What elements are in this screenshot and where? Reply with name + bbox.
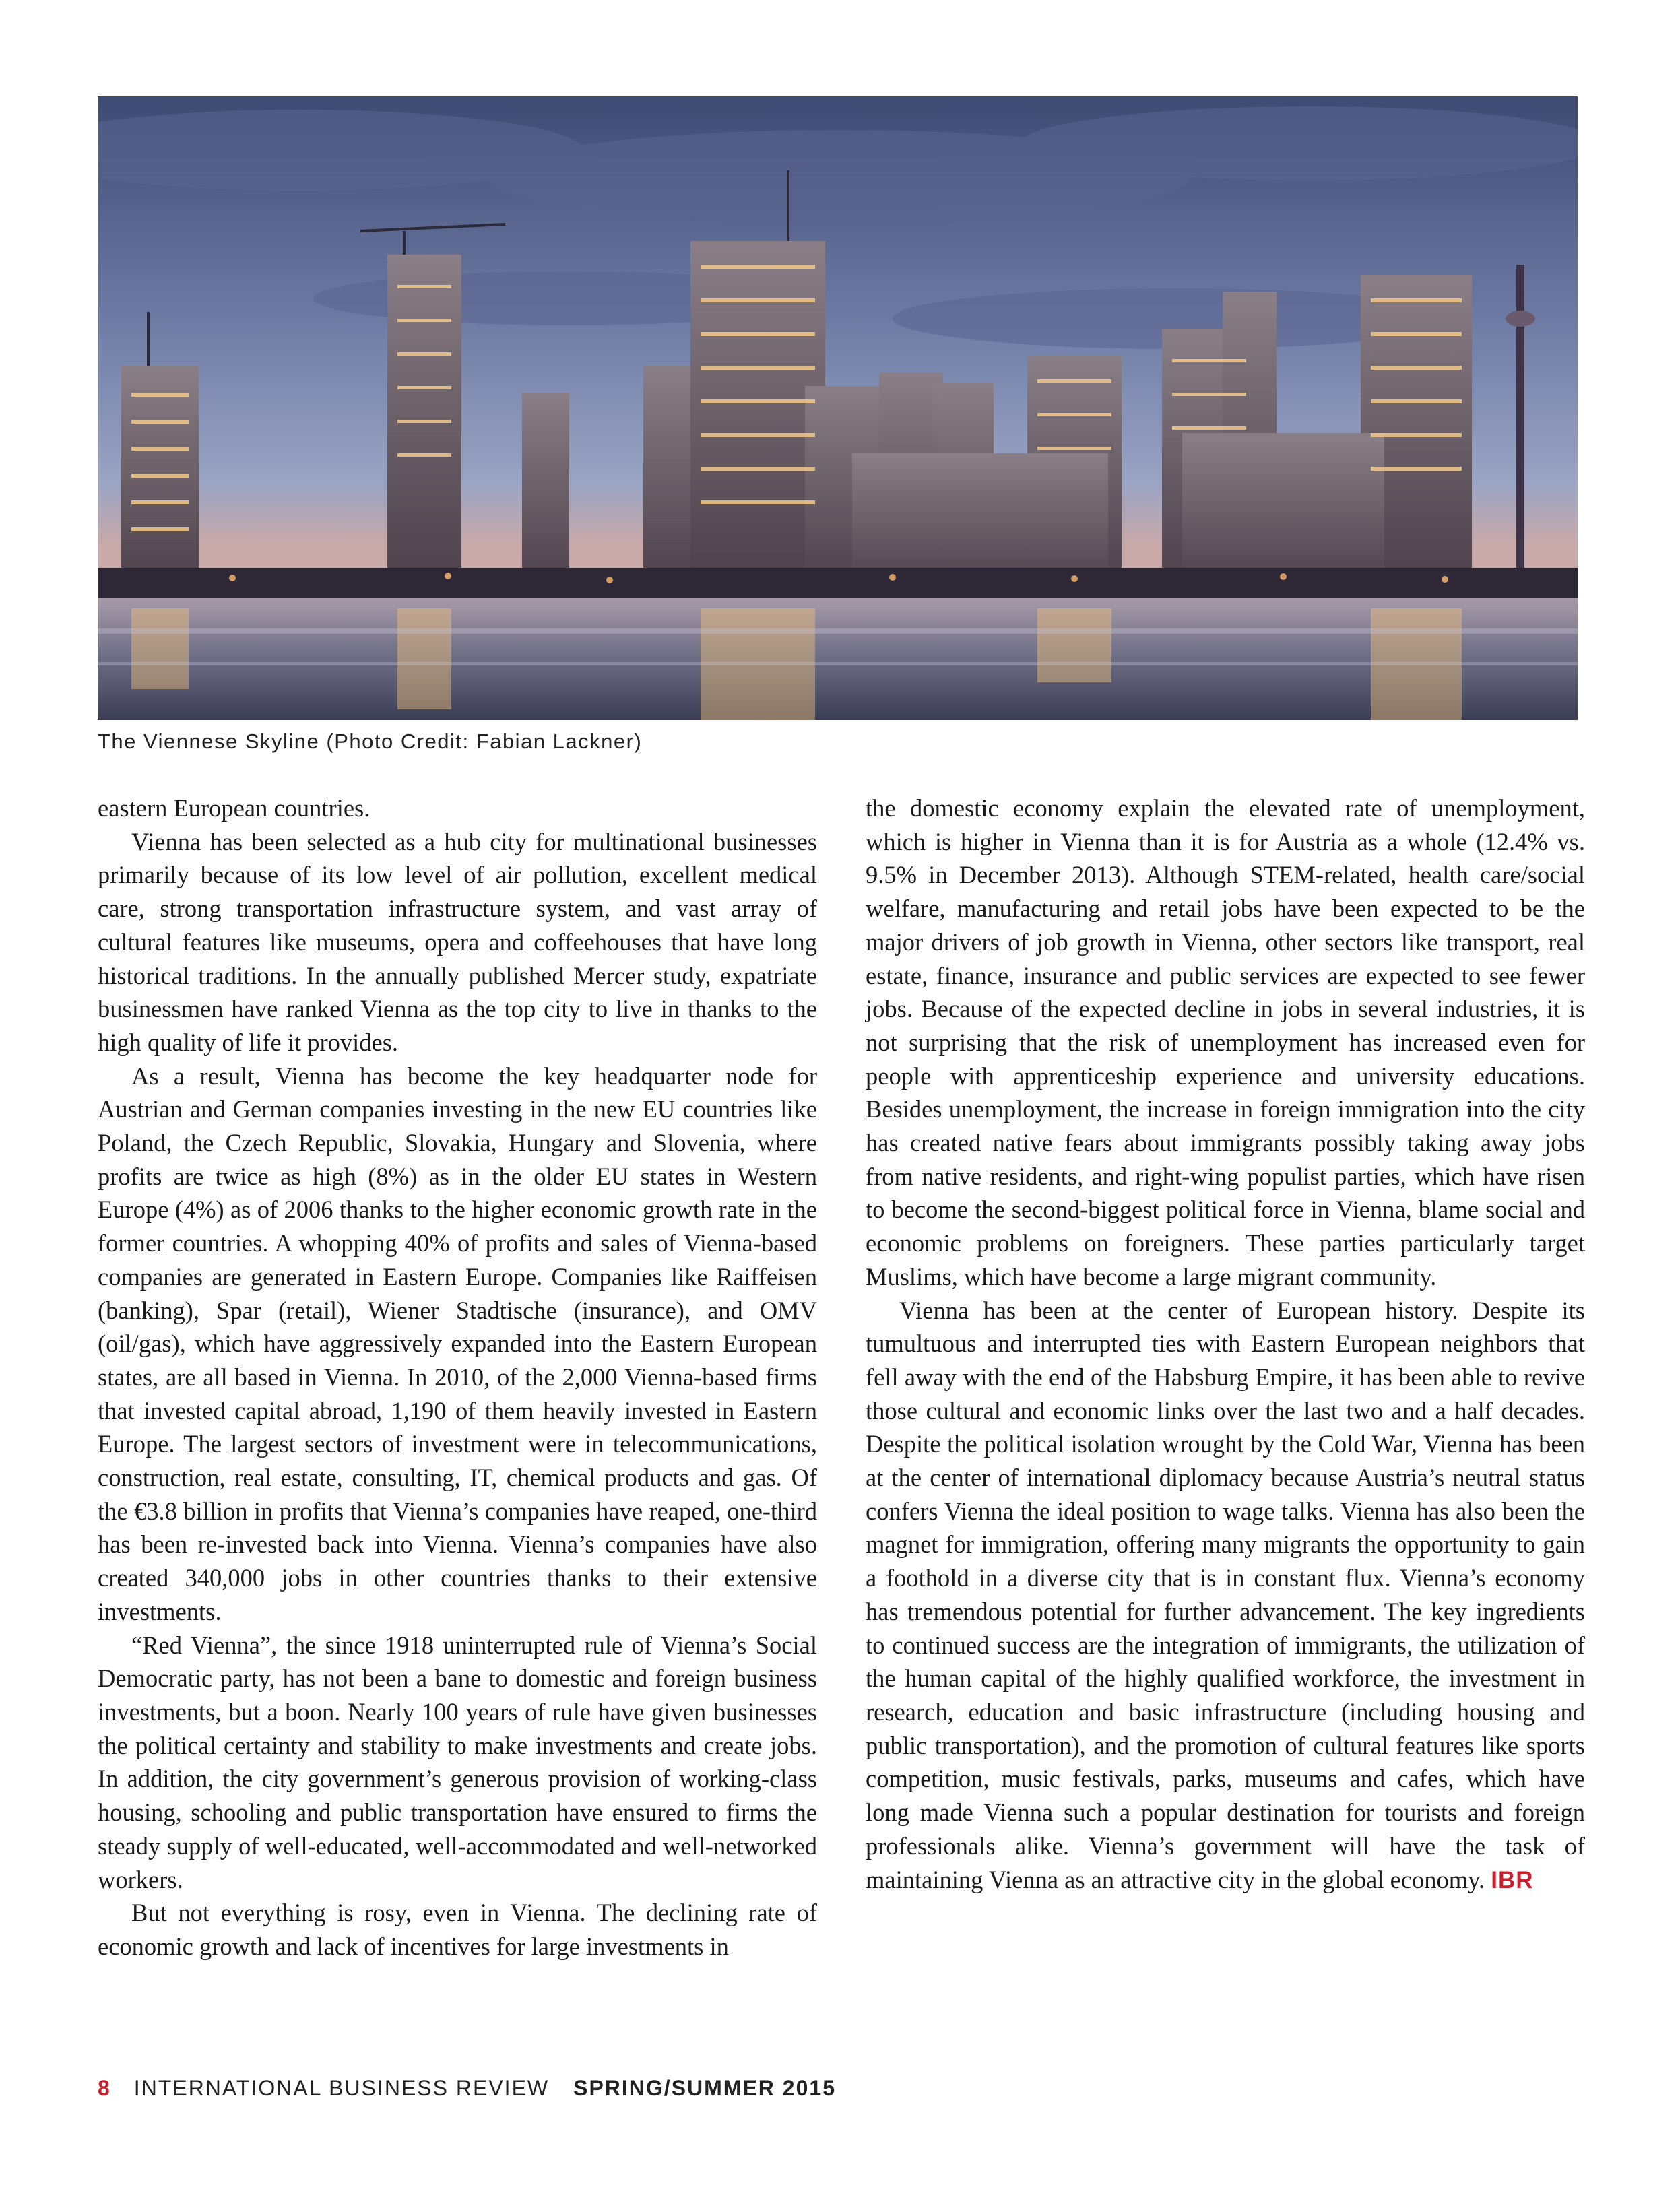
paragraph: As a result, Vienna has become the key headquarter node for Austrian and German companies investing in the new EU countries like Poland, the Czech Republic, Slovakia, Hungary and Slovenia, where profits are twice as high (8%) as in the older EU states in Western Europe (4%) as of 2006 thanks to the higher economic growth rate in the former countries. A whopping 40% of profits and sales of Vienna-based companies are generated in Eastern Europe. Companies like Raiffeisen (banking), Spar (retail), Wiener Stadtische (insurance), and OMV (oil/gas), which have aggressively expanded into the Eastern European states, are all based in Vienna. In 2010, of the 2,000 Vienna-based firms that invested capital abroad, 1,190 of them heavily invested in Eastern Europe. The largest sectors of investment were in telecommunications, construction, real estate, consulting, IT, chemical products and gas. Of the €3.8 billion in profits that Vienna’s companies have reaped, one-third has been re-invested back into Vienna. Vienna’s companies have also created 340,000 jobs in other countries thanks to their extensive investments. [98, 1062, 817, 1625]
skyline-illustration [98, 96, 1578, 720]
article-column-right [866, 791, 1585, 1897]
paragraph: eastern European countries. [98, 794, 370, 822]
paragraph-last [866, 1294, 1585, 1897]
article-column-left [98, 791, 817, 1963]
publication-name: INTERNATIONAL BUSINESS REVIEW [133, 2076, 550, 2100]
issue-label: SPRING/SUMMER 2015 [573, 2076, 836, 2100]
paragraph: But not everything is rosy, even in Vienna. The declining rate of economic growth and lack of incentives for large investments in [98, 1899, 817, 1960]
skyline-photo [98, 96, 1578, 720]
paragraph: Vienna has been selected as a hub city for multinational businesses primarily because of its low level of air pollution, excellent medical care, strong transportation infrastructure system, and vast array of cultural features like museums, opera and coffeehouses that have long historical traditions. In the annually published Mercer study, expatriate businessmen have ranked Vienna as the top city to live in thanks to the high quality of life it provides. [98, 827, 817, 1056]
paragraph: “Red Vienna”, the since 1918 uninterrupted rule of Vienna’s Social Democratic party, has not been a bane to domestic and foreign business investments, but a boon. Nearly 100 years of rule have given businesses the political certainty and stability to make investments and create jobs. In addition, the city government’s generous provision of working-class housing, schooling and public transportation have ensured to firms the steady supply of well-educated, well-accommodated and well-networked workers. [98, 1631, 817, 1893]
page-number: 8 [98, 2076, 111, 2100]
paragraph: the domestic economy explain the elevated rate of unemployment, which is higher in Vienna than it is for Austria as a whole (12.4% vs. 9.5% in December 2013). Although STEM-related, health care/social welfare, manufacturing and retail jobs have been expected to be the major drivers of job growth in Vienna, other sectors like transport, real estate, finance, insurance and public services are expected to see fewer jobs. Because of the expected decline in jobs in several industries, it is not surprising that the risk of unemployment has increased even for people with apprenticeship experience and university educations. Besides unemployment, the increase in foreign immigration into the city has created native fears about immigrants possibly taking away jobs from native residents, and right-wing populist parties, which have risen to become the second-biggest political force in Vienna, blame social and economic problems on foreigners. These parties particularly target Muslims, which have become a large migrant community. [866, 794, 1585, 1291]
paragraph-text: Vienna has been at the center of European history. Despite its tumultuous and interrupted ties with Eastern European neighbors that fell away with the end of the Habsburg Empire, it has been able to revive those cultural and economic links over the last two and a half decades. Despite the political isolation wrought by the Cold War, Vienna has been at the center of international diplomacy because Austria’s neutral status confers Vienna the ideal position to wage talks. Vienna has also been the magnet for immigration, offering many migrants the opportunity to gain a foothold in a diverse city that is in constant flux. Vienna’s economy has tremendous potential for further advancement. The key ingredients to continued success are the integration of immigrants, the utilization of the human capital of the highly qualified workforce, the investment in research, education and basic infrastructure (including housing and public transportation), and the promotion of cultural features like sports competition, music festivals, parks, museums and cafes, which have long made Vienna such a popular destination for tourists and foreign professionals alike. Vienna’s government will have the task of maintaining Vienna as an attractive city in the global economy. [866, 1296, 1585, 1893]
page-footer [98, 2076, 836, 2101]
end-mark: IBR [1491, 1866, 1534, 1893]
photo-caption: The Viennese Skyline (Photo Credit: Fabian Lackner) [98, 729, 643, 753]
